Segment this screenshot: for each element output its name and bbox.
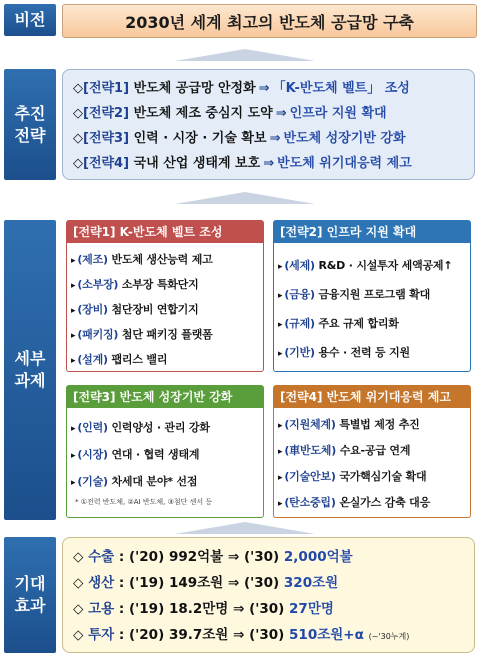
arrow-icon: ⇒: [227, 575, 240, 591]
triangle-bullet-icon: ▸: [71, 478, 76, 488]
effect-to: 320조원: [283, 575, 339, 591]
item-text: 차세대 분야* 선점: [111, 475, 198, 488]
item-category: (소부장): [77, 278, 119, 291]
strategy-box: [62, 69, 475, 180]
item-text: 특별법 제정 추진: [339, 418, 420, 431]
item-category: (세제): [284, 259, 315, 272]
effect-row: [73, 544, 474, 570]
item-category: (탄소중립): [284, 496, 336, 509]
effect-to-year: ('30): [249, 601, 285, 617]
effect-row: [73, 570, 474, 596]
effects-box: [62, 537, 475, 653]
triangle-bullet-icon: ▸: [278, 262, 283, 272]
strategy-tag: [전략1]: [83, 81, 130, 96]
triangle-bullet-icon: ▸: [278, 447, 283, 457]
triangle-bullet-icon: ▸: [278, 421, 283, 431]
list-item: [71, 297, 263, 322]
effect-note: (~'30누계): [368, 632, 410, 641]
diamond-bullet-icon: ◇: [73, 549, 84, 565]
strategy-text: 반도체 제조 중심지 도약: [133, 106, 273, 121]
effect-row: [73, 596, 474, 622]
item-text: 소부장 특화단지: [121, 278, 199, 291]
strategy-tag: [전략2]: [83, 106, 130, 121]
effect-label: 생산: [88, 575, 115, 591]
item-category: (지원체계): [284, 418, 336, 431]
strategy-side-label: 추진 전략: [4, 69, 56, 180]
triangle-bullet-icon: ▸: [278, 499, 283, 509]
list-item: [278, 280, 470, 309]
item-category: (기술안보): [284, 470, 336, 483]
strategy-tag: [전략3]: [83, 131, 130, 146]
item-category: (인력): [77, 421, 108, 434]
vision-side-label: 비전: [4, 4, 56, 36]
strategy-text: 국내 산업 생태계 보호: [133, 156, 261, 171]
arrow-icon: ⇒: [275, 106, 287, 121]
item-text: 인력양성 · 관리 강화: [111, 421, 210, 434]
arrow-icon: ⇒: [233, 601, 245, 617]
strategy-text: 인력 · 시장 · 기술 확보: [133, 131, 267, 146]
effect-to-year: ('30): [249, 627, 285, 643]
strategy-result: 반도체 성장기반 강화: [283, 131, 406, 146]
panel-title: [전략2] 인프라 지원 확대: [274, 221, 470, 243]
panel-title: [전략4] 반도체 위기대응력 제고: [274, 386, 470, 408]
details-side-label: 세부 과제: [4, 220, 56, 520]
item-category: (장비): [77, 303, 108, 316]
triangle-bullet-icon: ▸: [71, 281, 76, 291]
item-text: 국가핵심기술 확대: [339, 470, 427, 483]
effect-from: : ('19) 149조원: [118, 575, 224, 591]
panel-strategy1: [66, 220, 264, 372]
effect-row: [73, 622, 474, 648]
arrow-icon: ⇒: [258, 81, 270, 96]
effect-label: 수출: [88, 549, 115, 565]
panel-title: [전략1] K-반도체 벨트 조성: [67, 221, 263, 243]
triangle-bullet-icon: ▸: [71, 451, 76, 461]
strategy-result: 반도체 위기대응력 제고: [277, 156, 412, 171]
list-item: [278, 338, 470, 367]
effects-side-label: 기대 효과: [4, 537, 56, 653]
diamond-bullet-icon: ◇: [73, 601, 84, 617]
item-text: 용수 · 전력 등 지원: [318, 346, 410, 359]
effect-to-year: ('30): [243, 575, 280, 591]
item-category: (패키징): [77, 328, 119, 341]
item-text: 금융지원 프로그램 확대: [318, 288, 431, 301]
strategy-text: 반도체 공급망 안정화: [133, 81, 256, 96]
strategy-row: [73, 101, 474, 126]
effect-from: : ('20) 39.7조원: [118, 627, 229, 643]
list-item: [71, 414, 263, 441]
list-item: [278, 412, 470, 438]
effect-to-year: ('30): [243, 549, 280, 565]
panel-title: [전략3] 반도체 성장기반 강화: [67, 386, 263, 408]
list-item: [278, 309, 470, 338]
item-category: (금융): [284, 288, 315, 301]
triangle-bullet-icon: ▸: [71, 331, 76, 341]
arrow-icon: ⇒: [233, 627, 245, 643]
list-item: [71, 322, 263, 347]
item-category: (제조): [77, 253, 108, 266]
triangle-bullet-icon: ▸: [278, 320, 283, 330]
arrow-icon: ⇒: [269, 131, 281, 146]
triangle-bullet-icon: ▸: [278, 473, 283, 483]
list-item: [71, 247, 263, 272]
triangle-bullet-icon: ▸: [71, 424, 76, 434]
item-category: (설계): [77, 353, 108, 366]
vision-banner: [62, 4, 477, 38]
effect-from: : ('19) 18.2만명: [118, 601, 229, 617]
item-category: (규제): [284, 317, 315, 330]
down-chevron-icon: [175, 522, 315, 534]
strategy-row: [73, 76, 474, 101]
effect-label: 투자: [88, 627, 115, 643]
triangle-bullet-icon: ▸: [71, 356, 76, 366]
arrow-icon: ⇒: [263, 156, 275, 171]
down-chevron-icon: [175, 192, 315, 204]
list-item: [278, 438, 470, 464]
triangle-bullet-icon: ▸: [71, 256, 76, 266]
diamond-bullet-icon: ◇: [73, 627, 84, 643]
panel-strategy4: [273, 385, 471, 518]
triangle-bullet-icon: ▸: [278, 349, 283, 359]
diamond-bullet-icon: ◇: [73, 131, 83, 146]
effect-from: : ('20) 992억불: [118, 549, 224, 565]
item-category: (車반도체): [284, 444, 337, 457]
list-item: [71, 272, 263, 297]
item-text: 주요 규제 합리화: [318, 317, 399, 330]
triangle-bullet-icon: ▸: [278, 291, 283, 301]
list-item: [71, 441, 263, 468]
item-category: (기반): [284, 346, 315, 359]
effect-to: 27만명: [289, 601, 334, 617]
item-text: 반도체 생산능력 제고: [111, 253, 213, 266]
item-text: R&D · 시설투자 세액공제↑: [318, 259, 453, 272]
item-text: 수요-공급 연계: [339, 444, 411, 457]
diamond-bullet-icon: ◇: [73, 575, 84, 591]
footnote: * ①전력 반도체, ②AI 반도체, ③첨단 센서 등: [75, 498, 213, 506]
list-item: [71, 468, 263, 495]
strategy-row: [73, 151, 474, 176]
item-text: 온실가스 감축 대응: [339, 496, 430, 509]
list-item: [278, 464, 470, 490]
item-text: 연대 · 협력 생태계: [111, 448, 200, 461]
diamond-bullet-icon: ◇: [73, 156, 83, 171]
item-text: 첨단 패키징 플랫폼: [121, 328, 213, 341]
item-category: (기술): [77, 475, 108, 488]
panel-strategy3: [66, 385, 264, 518]
list-item: [278, 490, 470, 516]
item-text: 첨단장비 연합기지: [111, 303, 199, 316]
triangle-bullet-icon: ▸: [71, 306, 76, 316]
strategy-result: 인프라 지원 확대: [289, 106, 387, 121]
strategy-result: 「K-반도체 벨트」 조성: [272, 81, 410, 96]
strategy-tag: [전략4]: [83, 156, 130, 171]
arrow-icon: ⇒: [227, 549, 240, 565]
diamond-bullet-icon: ◇: [73, 81, 83, 96]
vision-text: 2030년 세계 최고의 반도체 공급망 구축: [125, 12, 414, 32]
diamond-bullet-icon: ◇: [73, 106, 83, 121]
list-item: [278, 251, 470, 280]
list-item: [71, 347, 263, 372]
item-category: (시장): [77, 448, 108, 461]
panel-strategy2: [273, 220, 471, 372]
down-chevron-icon: [175, 49, 315, 61]
effect-to: 510조원+α: [289, 627, 364, 643]
strategy-row: [73, 126, 474, 151]
effect-to: 2,000억불: [283, 549, 353, 565]
item-text: 팹리스 밸리: [111, 353, 168, 366]
effect-label: 고용: [88, 601, 115, 617]
